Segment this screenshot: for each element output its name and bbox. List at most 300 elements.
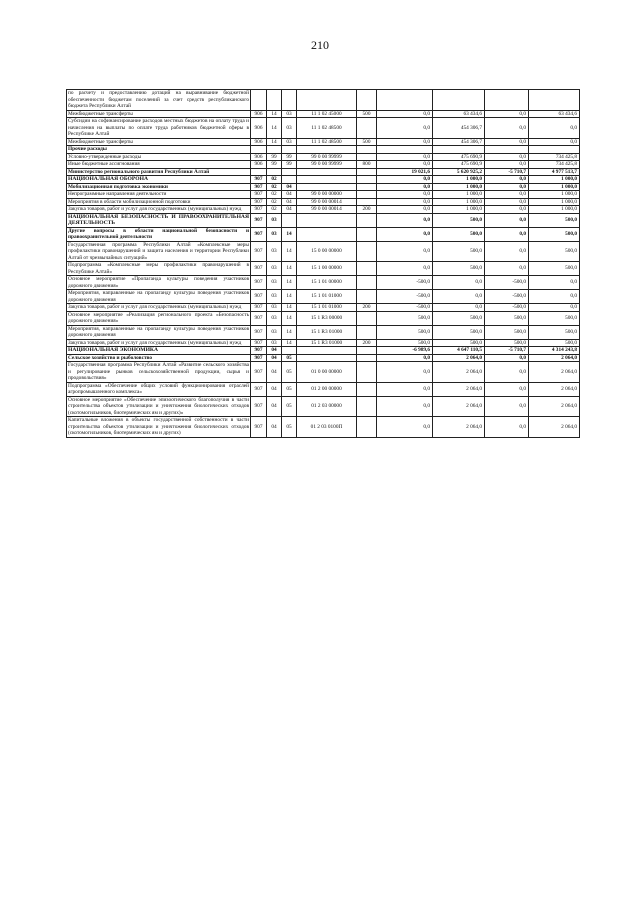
- cell-grbs: 907: [251, 241, 267, 262]
- cell-grbs: [251, 146, 267, 154]
- cell-subsection: 14: [282, 262, 297, 276]
- cell-amount-change2: 0,0: [485, 176, 529, 184]
- cell-amount-change: 0,0: [377, 382, 433, 396]
- cell-amount-change2: 0,0: [485, 161, 529, 169]
- cell-subsection: [282, 90, 297, 111]
- cell-subsection: 05: [282, 417, 297, 438]
- cell-amount-change: 0,0: [377, 396, 433, 417]
- cell-target-article: 15 1 R3 00000: [297, 311, 357, 325]
- cell-grbs: 906: [251, 118, 267, 139]
- cell-amount-year2: 0,0: [529, 304, 580, 312]
- cell-amount-change: 0,0: [377, 153, 433, 161]
- cell-amount-year1: 2 064,0: [433, 396, 485, 417]
- cell-subsection: 14: [282, 339, 297, 347]
- cell-amount-year2: [529, 90, 580, 111]
- cell-name: Основное мероприятие «Реализация регионального проекта «Безопасность дорожного движения»: [68, 311, 249, 324]
- cell-expense-type: [357, 227, 377, 241]
- cell-grbs: 907: [251, 262, 267, 276]
- cell-target-article: [297, 347, 357, 355]
- cell-target-article: 99 0 00 00014: [297, 198, 357, 206]
- cell-name: НАЦИОНАЛЬНАЯ ОБОРОНА: [67, 176, 251, 184]
- cell-amount-year1: 500,0: [433, 325, 485, 339]
- cell-amount-change2: 0,0: [485, 198, 529, 206]
- cell-name: Государственная программа Республики Алтай «Комплексные меры профилактики правонарушений и защита населения и территории Республики Алтай от чрезвычайных ситуаций»: [68, 241, 249, 261]
- table-body: [67, 90, 580, 438]
- cell-grbs: 907: [251, 339, 267, 347]
- cell-subsection: 04: [282, 183, 297, 191]
- cell-name: НАЦИОНАЛЬНАЯ ЭКОНОМИКА: [67, 347, 251, 355]
- cell-section: 02: [267, 183, 282, 191]
- cell-amount-year2: 500,0: [529, 339, 580, 347]
- cell-name: Иные бюджетные ассигнования: [67, 161, 251, 169]
- cell-subsection: 14: [282, 241, 297, 262]
- cell-grbs: 907: [251, 183, 267, 191]
- cell-target-article: 15 1 R3 01000: [297, 339, 357, 347]
- cell-amount-change: 0,0: [377, 241, 433, 262]
- cell-target-article: 15 1 00 00000: [297, 262, 357, 276]
- cell-expense-type: [357, 311, 377, 325]
- cell-section: 03: [267, 227, 282, 241]
- table-row: [67, 382, 580, 396]
- cell-amount-year1: 0,0: [433, 276, 485, 290]
- cell-subsection: 05: [282, 396, 297, 417]
- cell-target-article: [297, 168, 357, 176]
- cell-grbs: 907: [251, 290, 267, 304]
- cell-target-article: [297, 90, 357, 111]
- cell-amount-change2: -500,0: [485, 276, 529, 290]
- cell-grbs: [251, 90, 267, 111]
- cell-amount-year2: 0,0: [529, 276, 580, 290]
- cell-amount-year2: 2 064,0: [529, 362, 580, 383]
- cell-amount-change: 0,0: [377, 176, 433, 184]
- table-row: [67, 198, 580, 206]
- cell-amount-year2: [529, 146, 580, 154]
- table-row: [67, 311, 580, 325]
- cell-amount-year2: 4 977 513,7: [529, 168, 580, 176]
- cell-amount-year1: 0,0: [433, 290, 485, 304]
- cell-amount-change: 0,0: [377, 138, 433, 146]
- cell-name: Подпрограмма «Комплексные меры профилактики правонарушений в Республике Алтай»: [68, 262, 249, 275]
- cell-amount-change2: -500,0: [485, 290, 529, 304]
- cell-amount-year1: 4 647 110,5: [433, 347, 485, 355]
- cell-expense-type: [357, 276, 377, 290]
- cell-grbs: 907: [251, 311, 267, 325]
- cell-amount-year1: 2 064,0: [433, 417, 485, 438]
- cell-name: Другие вопросы в области национальной безопасности и правоохранительной деятельности: [68, 227, 249, 240]
- cell-expense-type: [357, 347, 377, 355]
- cell-subsection: [282, 176, 297, 184]
- cell-section: 03: [267, 241, 282, 262]
- cell-subsection: 04: [282, 191, 297, 199]
- cell-amount-year2: 0,0: [529, 138, 580, 146]
- table-row: [67, 417, 580, 438]
- table-row: [67, 161, 580, 169]
- cell-section: 03: [267, 276, 282, 290]
- table-row: [67, 90, 580, 111]
- cell-amount-year1: 500,0: [433, 311, 485, 325]
- cell-amount-change: 0,0: [377, 198, 433, 206]
- cell-section: 04: [267, 362, 282, 383]
- cell-name: НАЦИОНАЛЬНАЯ БЕЗОПАСНОСТЬ И ПРАВООХРАНИТЕЛЬНАЯ ДЕЯТЕЛЬНОСТЬ: [68, 213, 249, 226]
- cell-amount-change2: 0,0: [485, 354, 529, 362]
- cell-target-article: 99 0 00 99999: [297, 153, 357, 161]
- cell-grbs: 907: [251, 396, 267, 417]
- cell-expense-type: [357, 118, 377, 139]
- cell-target-article: [297, 213, 357, 227]
- cell-amount-change: -6 989,6: [377, 347, 433, 355]
- cell-amount-year1: 0,0: [433, 304, 485, 312]
- cell-grbs: 907: [251, 325, 267, 339]
- cell-target-article: [297, 227, 357, 241]
- cell-amount-change2: 0,0: [485, 241, 529, 262]
- budget-table: [66, 89, 580, 438]
- cell-name: Закупка товаров, работ и услуг для государственных (муниципальных) нужд: [67, 206, 251, 214]
- cell-expense-type: [357, 382, 377, 396]
- cell-amount-year2: 2 064,0: [529, 396, 580, 417]
- cell-grbs: 907: [251, 198, 267, 206]
- cell-subsection: 04: [282, 206, 297, 214]
- cell-expense-type: [357, 417, 377, 438]
- cell-amount-year2: 734 425,8: [529, 153, 580, 161]
- cell-subsection: 99: [282, 153, 297, 161]
- cell-target-article: [297, 183, 357, 191]
- cell-amount-year2: 500,0: [529, 227, 580, 241]
- cell-name: Министерство регионального развития Республики Алтай: [67, 168, 251, 176]
- cell-subsection: 14: [282, 290, 297, 304]
- cell-expense-type: [357, 354, 377, 362]
- cell-target-article: 15 1 01 00000: [297, 276, 357, 290]
- cell-amount-year1: [433, 146, 485, 154]
- cell-amount-change: [377, 90, 433, 111]
- cell-amount-change: 0,0: [377, 110, 433, 118]
- cell-amount-year1: 475 690,9: [433, 161, 485, 169]
- cell-section: 02: [267, 198, 282, 206]
- cell-section: [267, 168, 282, 176]
- table-row: [67, 191, 580, 199]
- cell-grbs: 907: [251, 206, 267, 214]
- table-row: [67, 354, 580, 362]
- cell-amount-change2: -5 710,7: [485, 168, 529, 176]
- cell-amount-year1: 500,0: [433, 339, 485, 347]
- cell-amount-year1: 2 064,0: [433, 362, 485, 383]
- cell-amount-change: -500,0: [377, 290, 433, 304]
- table-row: [67, 206, 580, 214]
- cell-name: Капитальные вложения в объекты государственной собственности в части строительства объектов утилизации и уничтожения биологических отходов (скотомогильников, биотермических ям и других): [68, 417, 249, 436]
- cell-amount-year2: 500,0: [529, 241, 580, 262]
- cell-expense-type: [357, 262, 377, 276]
- table-row: [67, 339, 580, 347]
- cell-name: Основное мероприятие «Обеспечение эпизоотического благополучия в части строительства объектов утилизации и уничтожения биологических отходов (скотомогильников, биотермических ям и других)»: [68, 396, 249, 416]
- table-row: [67, 290, 580, 304]
- cell-target-article: 15 1 01 01000: [297, 304, 357, 312]
- cell-amount-year1: 2 064,0: [433, 354, 485, 362]
- cell-amount-change: 0,0: [377, 161, 433, 169]
- cell-section: 03: [267, 304, 282, 312]
- cell-expense-type: [357, 396, 377, 417]
- cell-amount-year2: 1 000,0: [529, 198, 580, 206]
- table-row: [67, 276, 580, 290]
- cell-expense-type: [357, 176, 377, 184]
- cell-amount-year1: 63 434,6: [433, 110, 485, 118]
- cell-amount-year1: 500,0: [433, 227, 485, 241]
- cell-amount-year2: 63 434,6: [529, 110, 580, 118]
- cell-expense-type: [357, 183, 377, 191]
- cell-name: Государственная программа Республики Алтай «Развитие сельского хозяйства и регулирование рынков сельскохозяйственной продукции, сырья и продовольствия»: [68, 362, 249, 381]
- cell-expense-type: [357, 168, 377, 176]
- cell-grbs: 907: [251, 276, 267, 290]
- table-row: [67, 168, 580, 176]
- cell-name: Субсидии на софинансирование расходов местных бюджетов на оплату труда и начисления на выплаты по оплате труда работников бюджетной сферы в Республике Алтай: [68, 118, 249, 137]
- table-row: [67, 146, 580, 154]
- cell-subsection: 03: [282, 138, 297, 146]
- table-row: [67, 362, 580, 383]
- cell-amount-year1: 500,0: [433, 213, 485, 227]
- cell-name: Мероприятия, направленные на пропаганду культуры поведения участников дорожного движения: [68, 325, 249, 338]
- cell-target-article: 99 0 00 00014: [297, 206, 357, 214]
- cell-amount-change2: 0,0: [485, 138, 529, 146]
- cell-section: 14: [267, 110, 282, 118]
- cell-subsection: 14: [282, 227, 297, 241]
- cell-amount-change2: [485, 90, 529, 111]
- table-row: [67, 110, 580, 118]
- cell-amount-change: -500,0: [377, 304, 433, 312]
- cell-amount-change2: [485, 146, 529, 154]
- cell-grbs: 906: [251, 161, 267, 169]
- cell-amount-change2: 0,0: [485, 417, 529, 438]
- cell-grbs: 907: [251, 213, 267, 227]
- cell-grbs: 907: [251, 382, 267, 396]
- cell-amount-change2: 500,0: [485, 311, 529, 325]
- cell-amount-change: 0,0: [377, 206, 433, 214]
- cell-amount-change: 0,0: [377, 354, 433, 362]
- cell-expense-type: [357, 153, 377, 161]
- cell-amount-change2: 0,0: [485, 396, 529, 417]
- cell-subsection: 14: [282, 325, 297, 339]
- cell-amount-change: 19 021,6: [377, 168, 433, 176]
- cell-section: [267, 90, 282, 111]
- cell-subsection: [282, 213, 297, 227]
- cell-grbs: 907: [251, 304, 267, 312]
- cell-amount-change: 0,0: [377, 262, 433, 276]
- table-row: [67, 118, 580, 139]
- cell-amount-year2: 4 314 243,8: [529, 347, 580, 355]
- cell-amount-change: 0,0: [377, 213, 433, 227]
- table-row: [67, 138, 580, 146]
- cell-expense-type: [357, 191, 377, 199]
- cell-target-article: 15 1 R3 01000: [297, 325, 357, 339]
- cell-amount-year2: 1 000,0: [529, 191, 580, 199]
- cell-section: 03: [267, 213, 282, 227]
- cell-grbs: 907: [251, 362, 267, 383]
- table-row: [67, 213, 580, 227]
- cell-name: по расчету и предоставлению дотаций на выравнивание бюджетной обеспеченности бюджетам поселений за счет средств республиканского бюджета Республики Алтай: [68, 90, 249, 109]
- cell-amount-change2: 0,0: [485, 382, 529, 396]
- cell-amount-change2: 0,0: [485, 191, 529, 199]
- cell-amount-change: 0,0: [377, 191, 433, 199]
- table-row: [67, 176, 580, 184]
- cell-section: 03: [267, 325, 282, 339]
- cell-expense-type: 200: [357, 304, 377, 312]
- cell-name: Условно-утвержденные расходы: [67, 153, 251, 161]
- cell-amount-change: [377, 146, 433, 154]
- cell-amount-year1: 454 306,7: [433, 138, 485, 146]
- cell-amount-change2: -5 710,7: [485, 347, 529, 355]
- cell-target-article: 11 1 02 45000: [297, 110, 357, 118]
- cell-expense-type: 200: [357, 339, 377, 347]
- cell-section: 03: [267, 311, 282, 325]
- table-row: [67, 227, 580, 241]
- cell-amount-change: 500,0: [377, 311, 433, 325]
- cell-grbs: 907: [251, 347, 267, 355]
- cell-target-article: [297, 176, 357, 184]
- cell-amount-change: 0,0: [377, 227, 433, 241]
- cell-target-article: 99 0 00 99999: [297, 161, 357, 169]
- cell-amount-change2: 0,0: [485, 153, 529, 161]
- cell-amount-year2: 0,0: [529, 290, 580, 304]
- cell-amount-change: 0,0: [377, 118, 433, 139]
- cell-amount-year1: 475 690,9: [433, 153, 485, 161]
- cell-subsection: [282, 347, 297, 355]
- cell-subsection: 14: [282, 304, 297, 312]
- cell-target-article: 01 2 03 0100П: [297, 417, 357, 438]
- cell-amount-year1: 1 000,0: [433, 176, 485, 184]
- cell-amount-change2: 0,0: [485, 118, 529, 139]
- cell-name: Сельское хозяйство и рыболовство: [67, 354, 251, 362]
- cell-expense-type: [357, 146, 377, 154]
- cell-expense-type: 200: [357, 206, 377, 214]
- cell-amount-year2: 1 000,0: [529, 206, 580, 214]
- cell-grbs: 907: [251, 354, 267, 362]
- cell-section: 04: [267, 382, 282, 396]
- cell-target-article: 01 2 03 00000: [297, 396, 357, 417]
- cell-expense-type: [357, 90, 377, 111]
- cell-amount-year2: 500,0: [529, 311, 580, 325]
- cell-amount-year2: 2 064,0: [529, 354, 580, 362]
- cell-amount-change2: 0,0: [485, 362, 529, 383]
- cell-subsection: 05: [282, 362, 297, 383]
- cell-section: 03: [267, 290, 282, 304]
- cell-section: 02: [267, 191, 282, 199]
- cell-amount-year2: 500,0: [529, 262, 580, 276]
- cell-amount-year2: 2 064,0: [529, 417, 580, 438]
- table-row: [67, 347, 580, 355]
- cell-amount-change2: 0,0: [485, 206, 529, 214]
- cell-amount-change2: 500,0: [485, 325, 529, 339]
- cell-name: Основное мероприятие «Пропаганда культуры поведения участников дорожного движения»: [68, 276, 249, 289]
- cell-amount-change2: -500,0: [485, 304, 529, 312]
- cell-subsection: 14: [282, 276, 297, 290]
- cell-amount-change2: 0,0: [485, 227, 529, 241]
- cell-target-article: 15 1 01 01000: [297, 290, 357, 304]
- cell-section: 04: [267, 354, 282, 362]
- cell-grbs: 906: [251, 138, 267, 146]
- cell-section: 02: [267, 176, 282, 184]
- cell-subsection: [282, 146, 297, 154]
- cell-name: Межбюджетные трансферты: [67, 138, 251, 146]
- cell-section: 02: [267, 206, 282, 214]
- cell-target-article: 15 0 00 00000: [297, 241, 357, 262]
- table-row: [67, 325, 580, 339]
- cell-amount-change2: 0,0: [485, 213, 529, 227]
- cell-name: Прочие расходы: [67, 146, 251, 154]
- cell-expense-type: [357, 241, 377, 262]
- cell-amount-change2: 0,0: [485, 110, 529, 118]
- cell-subsection: 99: [282, 161, 297, 169]
- cell-expense-type: [357, 290, 377, 304]
- cell-subsection: 04: [282, 198, 297, 206]
- cell-amount-year2: 500,0: [529, 213, 580, 227]
- cell-amount-change2: 500,0: [485, 339, 529, 347]
- cell-subsection: 03: [282, 118, 297, 139]
- cell-amount-year1: 2 064,0: [433, 382, 485, 396]
- cell-amount-year1: 1 000,0: [433, 198, 485, 206]
- page-number: 210: [311, 38, 329, 52]
- cell-amount-year2: 2 064,0: [529, 382, 580, 396]
- cell-expense-type: 500: [357, 110, 377, 118]
- cell-name: Мобилизационная подготовка экономики: [67, 183, 251, 191]
- cell-expense-type: [357, 362, 377, 383]
- cell-section: 04: [267, 417, 282, 438]
- cell-amount-year2: 734 425,8: [529, 161, 580, 169]
- cell-grbs: 906: [251, 110, 267, 118]
- cell-name: Мероприятия, направленные на пропаганду культуры поведения участников дорожного движения: [68, 290, 249, 303]
- cell-amount-change2: 0,0: [485, 262, 529, 276]
- cell-expense-type: [357, 325, 377, 339]
- cell-section: 99: [267, 153, 282, 161]
- cell-amount-year2: 1 000,0: [529, 176, 580, 184]
- cell-name: Подпрограмма «Обеспечение общих условий функционирования отраслей агропромышленного комплекса»: [68, 382, 249, 395]
- cell-amount-change2: 0,0: [485, 183, 529, 191]
- cell-section: 03: [267, 339, 282, 347]
- cell-target-article: [297, 354, 357, 362]
- cell-amount-change: -500,0: [377, 276, 433, 290]
- cell-amount-year1: 5 620 925,2: [433, 168, 485, 176]
- cell-section: 14: [267, 118, 282, 139]
- cell-subsection: 05: [282, 382, 297, 396]
- cell-amount-year2: 500,0: [529, 325, 580, 339]
- cell-subsection: 05: [282, 354, 297, 362]
- table-row: [67, 304, 580, 312]
- cell-section: 14: [267, 138, 282, 146]
- cell-name: Закупка товаров, работ и услуг для государственных (муниципальных) нужд: [67, 304, 251, 312]
- cell-section: [267, 146, 282, 154]
- cell-target-article: 11 1 02 48500: [297, 138, 357, 146]
- cell-expense-type: [357, 198, 377, 206]
- cell-grbs: 907: [251, 417, 267, 438]
- cell-grbs: 907: [251, 227, 267, 241]
- cell-target-article: 01 2 00 00000: [297, 382, 357, 396]
- cell-grbs: 906: [251, 153, 267, 161]
- cell-target-article: 11 1 02 48500: [297, 118, 357, 139]
- table-row: [67, 241, 580, 262]
- cell-section: 99: [267, 161, 282, 169]
- table-row: [67, 183, 580, 191]
- budget-table-container: [66, 89, 579, 438]
- cell-amount-year1: 454 306,7: [433, 118, 485, 139]
- cell-amount-change: 0,0: [377, 417, 433, 438]
- cell-target-article: 99 0 00 00000: [297, 191, 357, 199]
- cell-target-article: [297, 146, 357, 154]
- cell-name: Непрограммные направления деятельности: [67, 191, 251, 199]
- table-row: [67, 262, 580, 276]
- cell-subsection: 03: [282, 110, 297, 118]
- cell-amount-change: 0,0: [377, 183, 433, 191]
- cell-amount-year1: 1 000,0: [433, 183, 485, 191]
- cell-expense-type: 800: [357, 161, 377, 169]
- cell-amount-change: 500,0: [377, 325, 433, 339]
- cell-section: 04: [267, 347, 282, 355]
- cell-subsection: 14: [282, 311, 297, 325]
